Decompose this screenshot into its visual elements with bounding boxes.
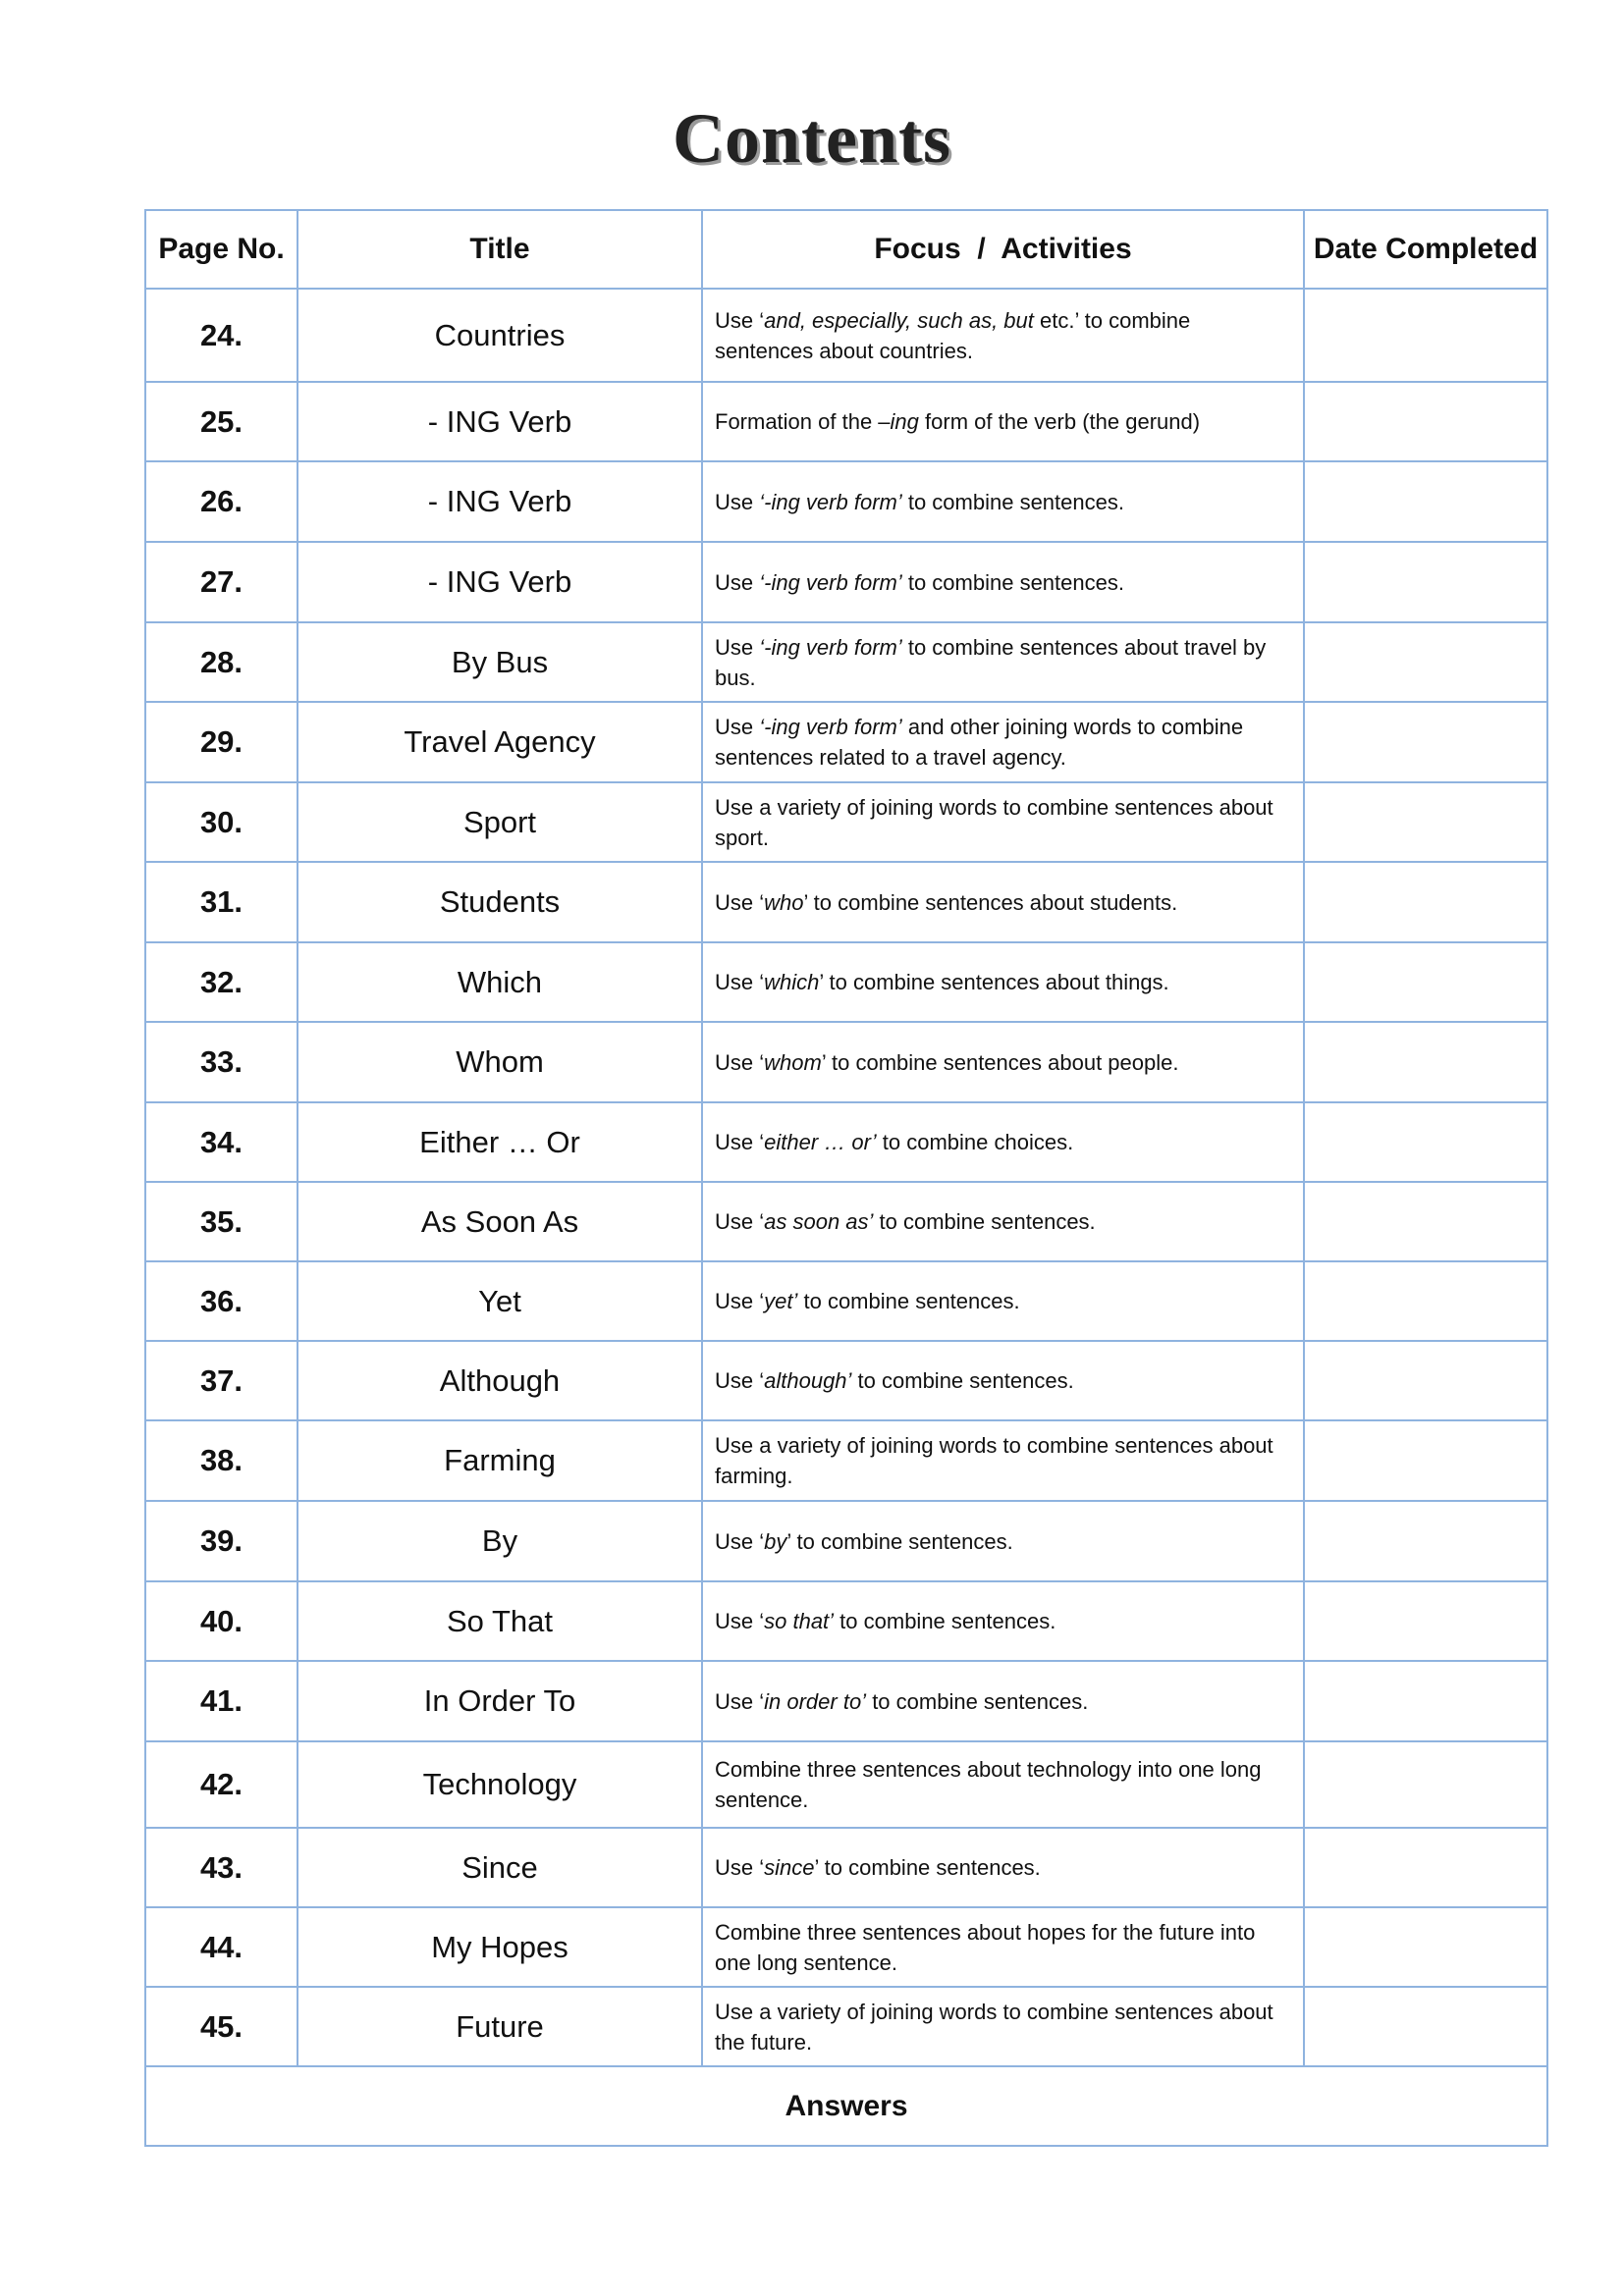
table-row (145, 1741, 1547, 1828)
lesson-title[interactable]: Which (298, 942, 702, 1022)
lesson-title[interactable]: Countries (298, 289, 702, 382)
table-row (145, 1341, 1547, 1420)
focus-text-segment: Use (715, 715, 760, 739)
focus-text-segment: so that’ (764, 1609, 835, 1633)
table-row (145, 1907, 1547, 1987)
page-number: 26. (145, 461, 298, 542)
focus-text-segment: since (764, 1855, 815, 1880)
focus-text-segment: Use a variety of joining words to combine sentences about sport. (715, 794, 1273, 850)
lesson-title[interactable]: So That (298, 1581, 702, 1661)
focus-text-segment: to combine sentences. (873, 1209, 1096, 1234)
focus-text-segment: Use a variety of joining words to combine sentences about the future. (715, 1999, 1273, 2055)
focus-activity (702, 1828, 1304, 1907)
focus-activity (702, 1741, 1304, 1828)
date-completed-cell[interactable] (1304, 1501, 1547, 1581)
date-completed-cell[interactable] (1304, 1182, 1547, 1261)
focus-text-segment: to combine sentences. (901, 489, 1124, 514)
table-row (145, 702, 1547, 782)
lesson-title[interactable]: Future (298, 1987, 702, 2066)
page-number: 37. (145, 1341, 298, 1420)
focus-text-segment: ’ to combine sentences. (814, 1855, 1041, 1880)
date-completed-cell[interactable] (1304, 1420, 1547, 1501)
focus-text-segment: either … or’ (764, 1130, 877, 1154)
focus-text-segment: Use ‘ (715, 1609, 765, 1633)
focus-activity (702, 382, 1304, 461)
focus-text-segment: Use ‘ (715, 1528, 765, 1554)
contents-table (144, 209, 1548, 2147)
focus-text-segment: Use ‘ (715, 1688, 765, 1714)
lesson-title[interactable]: Students (298, 862, 702, 942)
focus-text-segment: although’ (764, 1368, 852, 1393)
focus-text-segment: and, especially, such as, but (764, 307, 1034, 333)
page-number: 45. (145, 1987, 298, 2066)
header-title: Title (298, 210, 702, 289)
focus-activity (702, 1987, 1304, 2066)
focus-text-segment: to combine sentences. (797, 1289, 1020, 1313)
lesson-title[interactable]: Although (298, 1341, 702, 1420)
lesson-title[interactable]: Since (298, 1828, 702, 1907)
focus-activity (702, 782, 1304, 862)
focus-text-segment: to combine sentences. (901, 569, 1124, 595)
page-number: 36. (145, 1261, 298, 1341)
date-completed-cell[interactable] (1304, 1828, 1547, 1907)
page-number: 29. (145, 702, 298, 782)
date-completed-cell[interactable] (1304, 542, 1547, 622)
table-row (145, 1102, 1547, 1182)
page-number: 27. (145, 542, 298, 622)
focus-text-segment: as soon as’ (764, 1209, 874, 1234)
lesson-title[interactable]: Sport (298, 782, 702, 862)
focus-activity (702, 1261, 1304, 1341)
focus-activity (702, 1182, 1304, 1261)
focus-text-segment: Use ‘ (715, 889, 765, 915)
table-row (145, 1581, 1547, 1661)
lesson-title[interactable]: As Soon As (298, 1182, 702, 1261)
focus-activity (702, 622, 1304, 702)
table-row (145, 1501, 1547, 1581)
table-row (145, 1261, 1547, 1341)
lesson-title[interactable]: - ING Verb (298, 461, 702, 542)
page-number: 34. (145, 1102, 298, 1182)
date-completed-cell[interactable] (1304, 1907, 1547, 1987)
table-row (145, 382, 1547, 461)
table-row (145, 942, 1547, 1022)
focus-text-segment: Use ‘ (715, 307, 765, 333)
focus-text-segment: in order to’ (764, 1688, 867, 1714)
page-number: 39. (145, 1501, 298, 1581)
focus-text-segment: which (764, 970, 820, 994)
focus-activity (702, 1907, 1304, 1987)
page-number: 25. (145, 382, 298, 461)
date-completed-cell[interactable] (1304, 1661, 1547, 1741)
focus-text-segment: ing (890, 409, 919, 434)
date-completed-cell[interactable] (1304, 1261, 1547, 1341)
table-row (145, 542, 1547, 622)
date-completed-cell[interactable] (1304, 622, 1547, 702)
focus-activity (702, 1420, 1304, 1501)
header-page-no: Page No. (145, 210, 298, 289)
lesson-title[interactable]: By (298, 1501, 702, 1581)
focus-text-segment: Use (715, 634, 760, 660)
focus-text-segment: Use (715, 569, 760, 595)
focus-text-segment: Use a variety of joining words to combine sentences about farming. (715, 1433, 1273, 1488)
focus-text-segment: and other joining words to combine sentences related to a travel agency. (715, 715, 1244, 770)
date-completed-cell[interactable] (1304, 461, 1547, 542)
focus-text-segment: to combine sentences. (866, 1688, 1089, 1714)
header-focus: Focus / Activities (702, 210, 1304, 289)
focus-text-segment: by (764, 1528, 787, 1554)
focus-activity (702, 1341, 1304, 1420)
focus-text-segment: Use ‘ (715, 1130, 765, 1154)
focus-text-segment: Use ‘ (715, 970, 765, 994)
date-completed-cell[interactable] (1304, 942, 1547, 1022)
page-number: 41. (145, 1661, 298, 1741)
lesson-title[interactable]: Yet (298, 1261, 702, 1341)
focus-text-segment: ‘-ing verb form’ (759, 634, 902, 660)
lesson-title[interactable]: - ING Verb (298, 382, 702, 461)
date-completed-cell[interactable] (1304, 382, 1547, 461)
lesson-title[interactable]: Farming (298, 1420, 702, 1501)
header-row (145, 210, 1547, 289)
date-completed-cell[interactable] (1304, 702, 1547, 782)
focus-activity (702, 702, 1304, 782)
focus-text-segment: ‘-ing verb form’ (759, 569, 902, 595)
date-completed-cell[interactable] (1304, 289, 1547, 382)
focus-activity (702, 1661, 1304, 1741)
lesson-title[interactable]: My Hopes (298, 1907, 702, 1987)
table-row (145, 1420, 1547, 1501)
focus-text-segment: yet’ (764, 1289, 798, 1313)
table-row (145, 289, 1547, 382)
page-number: 33. (145, 1022, 298, 1102)
table-row (145, 1661, 1547, 1741)
table-row (145, 862, 1547, 942)
answers-label[interactable]: Answers (145, 2066, 1547, 2146)
focus-text-segment: to combine choices. (876, 1130, 1074, 1154)
header-date-completed: Date Completed (1304, 210, 1547, 289)
focus-text-segment: Use (715, 489, 760, 514)
focus-text-segment: to combine sentences. (834, 1609, 1056, 1633)
page-number: 32. (145, 942, 298, 1022)
focus-text-segment: Use ‘ (715, 1855, 765, 1880)
page-number: 40. (145, 1581, 298, 1661)
focus-activity (702, 942, 1304, 1022)
date-completed-cell[interactable] (1304, 1741, 1547, 1828)
page-number: 42. (145, 1741, 298, 1828)
focus-activity (702, 461, 1304, 542)
focus-text-segment: to combine sentences about travel by bus. (715, 634, 1267, 690)
focus-text-segment: Use ‘ (715, 1049, 765, 1075)
page-number: 44. (145, 1907, 298, 1987)
focus-text-segment: ’ to combine sentences about people. (821, 1049, 1179, 1075)
focus-activity (702, 1501, 1304, 1581)
date-completed-cell[interactable] (1304, 1022, 1547, 1102)
focus-text-segment: ‘-ing verb form’ (759, 715, 902, 739)
lesson-title[interactable]: - ING Verb (298, 542, 702, 622)
page-title: Contents (672, 99, 951, 178)
focus-text-segment: Combine three sentences about hopes for the future into one long sentence. (715, 1919, 1256, 1975)
focus-text-segment: who (764, 889, 804, 915)
page-number: 28. (145, 622, 298, 702)
date-completed-cell[interactable] (1304, 1102, 1547, 1182)
focus-text-segment: Combine three sentences about technology into one long sentence. (715, 1757, 1262, 1812)
table-row (145, 782, 1547, 862)
table-row (145, 1828, 1547, 1907)
focus-activity (702, 542, 1304, 622)
table-row (145, 461, 1547, 542)
focus-activity (702, 1581, 1304, 1661)
focus-activity (702, 1022, 1304, 1102)
lesson-title[interactable]: By Bus (298, 622, 702, 702)
date-completed-cell[interactable] (1304, 1581, 1547, 1661)
date-completed-cell[interactable] (1304, 862, 1547, 942)
focus-text-segment: ’ to combine sentences. (786, 1528, 1013, 1554)
focus-text-segment: ’ to combine sentences about things. (819, 970, 1169, 994)
focus-text-segment: etc.’ to combine sentences about countries. (715, 307, 1191, 363)
focus-activity (702, 289, 1304, 382)
focus-activity (702, 1102, 1304, 1182)
answers-row (145, 2066, 1547, 2146)
lesson-title[interactable]: Travel Agency (298, 702, 702, 782)
focus-activity (702, 862, 1304, 942)
date-completed-cell[interactable] (1304, 782, 1547, 862)
focus-text-segment: Use ‘ (715, 1289, 765, 1313)
lesson-title[interactable]: Either … Or (298, 1102, 702, 1182)
page-number: 31. (145, 862, 298, 942)
lesson-title[interactable]: In Order To (298, 1661, 702, 1741)
table-row (145, 1987, 1547, 2066)
lesson-title[interactable]: Whom (298, 1022, 702, 1102)
table-row (145, 1022, 1547, 1102)
focus-text-segment: to combine sentences. (851, 1368, 1074, 1393)
page-number: 38. (145, 1420, 298, 1501)
date-completed-cell[interactable] (1304, 1987, 1547, 2066)
focus-text-segment: Formation of the – (715, 409, 891, 434)
date-completed-cell[interactable] (1304, 1341, 1547, 1420)
table-row (145, 622, 1547, 702)
page-number: 30. (145, 782, 298, 862)
focus-text-segment: ‘-ing verb form’ (759, 489, 902, 514)
page-number: 43. (145, 1828, 298, 1907)
focus-text-segment: whom (764, 1049, 822, 1075)
page-number: 24. (145, 289, 298, 382)
table-row (145, 1182, 1547, 1261)
page-number: 35. (145, 1182, 298, 1261)
focus-text-segment: Use ‘ (715, 1368, 765, 1393)
lesson-title[interactable]: Technology (298, 1741, 702, 1828)
focus-text-segment: form of the verb (the gerund) (918, 409, 1201, 434)
focus-text-segment: ’ to combine sentences about students. (803, 889, 1178, 915)
focus-text-segment: Use ‘ (715, 1209, 765, 1234)
